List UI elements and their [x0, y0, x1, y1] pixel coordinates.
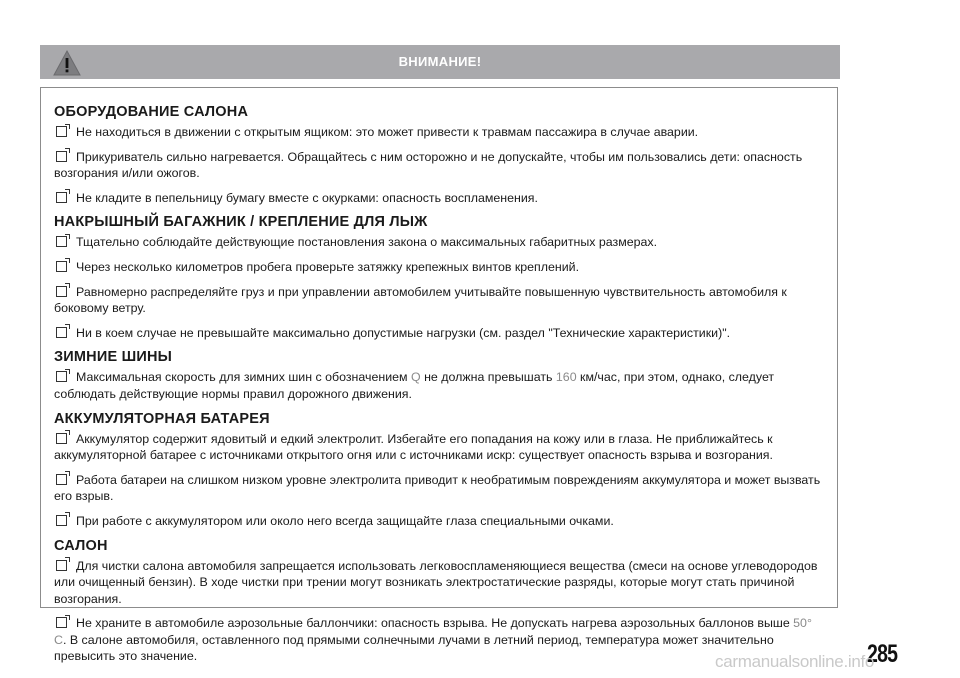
checkbox-bullet-icon: [56, 515, 67, 526]
list-item: [54, 259, 824, 276]
warning-header: [40, 45, 840, 79]
list-item: [54, 149, 824, 182]
checkbox-bullet-icon: [56, 560, 67, 571]
item-text: не должна превышать: [420, 370, 556, 385]
section-heading: ЗИМНИЕ ШИНЫ: [54, 349, 173, 366]
list-item: [54, 284, 824, 317]
list-item: [54, 615, 824, 665]
warning-body: [40, 87, 838, 664]
checkbox-bullet-icon: [56, 433, 67, 444]
checkbox-bullet-icon: [56, 327, 67, 338]
list-item: [54, 124, 824, 141]
item-text: . В салоне автомобиля, оставленного под прямыми солнечными лучами в летний период, температура может значительно превысить это значение.: [54, 632, 774, 664]
warning-title: ВНИМАНИЕ!: [398, 54, 482, 69]
section-heading: НАКРЫШНЫЙ БАГАЖНИК / КРЕПЛЕНИЕ ДЛЯ ЛЫЖ: [54, 214, 428, 231]
checkbox-bullet-icon: [56, 126, 67, 137]
section-heading: САЛОН: [54, 537, 108, 554]
checkbox-bullet-icon: [56, 236, 67, 247]
item-text: Прикуриватель сильно нагревается. Обращайтесь с ним осторожно и не допускайте, чтобы им пользовались дети: опасность возгорания и/или ожогов.: [54, 149, 803, 181]
item-text: Не находиться в движении с открытым ящиком: это может привести к травмам пассажира в случае аварии.: [76, 125, 699, 139]
list-item: [54, 190, 824, 207]
item-text: При работе с аккумулятором или около него всегда защищайте глаза специальными очками.: [76, 513, 614, 528]
item-text: Не храните в автомобиле аэрозольные баллончики: опасность взрыва. Не допускать нагрева аэрозольных баллонов выше: [76, 616, 794, 631]
item-value: Q: [410, 370, 421, 385]
section-heading: ОБОРУДОВАНИЕ САЛОНА: [54, 104, 249, 120]
list-item: [54, 472, 824, 505]
checkbox-bullet-icon: [56, 474, 67, 485]
item-text: Через несколько километров пробега проверьте затяжку крепежных винтов креплений.: [76, 259, 580, 274]
checkbox-bullet-icon: [56, 192, 67, 203]
item-text: км/час, при этом, однако, следует соблюдать действующие нормы правил дорожного движения.: [54, 370, 775, 401]
list-item: [54, 369, 824, 402]
item-text: Для чистки салона автомобиля запрещается использовать легковоспламеняющиеся вещества (смеси на основе углеводородов или очищенный бензин). В ходе чистки при трении могут возникать электростатические разряды, которые могут стать причиной возгорания.: [54, 558, 818, 606]
item-text: Тщательно соблюдайте действующие постановления закона о максимальных габаритных размерах.: [76, 235, 658, 250]
list-item: [54, 325, 824, 342]
item-value: 50° C: [54, 616, 812, 647]
item-text: Максимальная скорость для зимних шин с обозначением: [76, 370, 411, 385]
checkbox-bullet-icon: [56, 371, 67, 382]
page-number: 285: [867, 640, 898, 668]
item-text: Работа батареи на слишком низком уровне электролита приводит к необратимым повреждениям аккумулятора и может вызвать его взрыв.: [54, 472, 821, 504]
checkbox-bullet-icon: [56, 151, 67, 162]
item-value: 160: [555, 370, 577, 385]
list-item: [54, 234, 824, 251]
section-heading: АККУМУЛЯТОРНАЯ БАТАРЕЯ: [54, 410, 270, 427]
watermark: carmanualsonline.info: [715, 652, 875, 671]
list-item: [54, 431, 824, 464]
item-text: Аккумулятор содержит ядовитый и едкий электролит. Избегайте его попадания на кожу или в глаза. Не приближайтесь к аккумуляторной батарее с источниками открытого огня или с источниками искр: существует опасность взрыва и возгорания.: [54, 431, 773, 463]
item-text: Не кладите в пепельницу бумагу вместе с окурками: опасность воспламенения.: [76, 190, 538, 205]
checkbox-bullet-icon: [56, 286, 67, 297]
item-text: Ни в коем случае не превышайте максимально допустимые нагрузки (см. раздел "Технические характеристики)".: [76, 325, 731, 340]
checkbox-bullet-icon: [56, 617, 67, 628]
item-text: Равномерно распределяйте груз и при управлении автомобилем учитывайте повышенную чувствительность автомобиля к боковому ветру.: [54, 284, 787, 316]
checkbox-bullet-icon: [56, 261, 67, 272]
list-item: [54, 513, 824, 530]
list-item: [54, 558, 824, 608]
